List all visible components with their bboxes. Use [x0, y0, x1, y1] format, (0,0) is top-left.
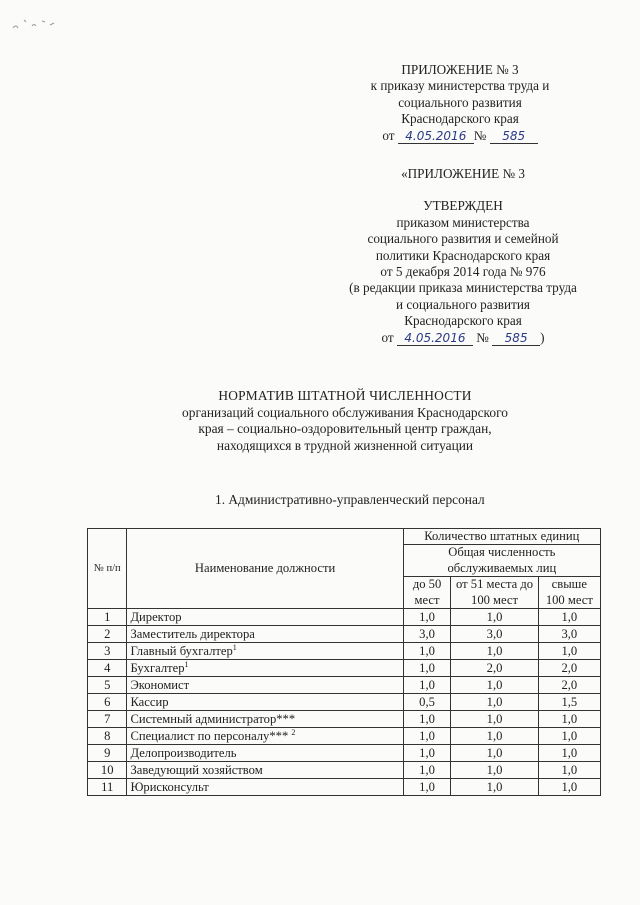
handwritten-date: 4.05.2016	[397, 332, 473, 346]
row-number: 11	[88, 779, 127, 796]
value-over-100: 1,5	[538, 694, 600, 711]
footnote-mark: 2	[291, 727, 296, 737]
appendix-title: ПРИЛОЖЕНИЕ № 3	[401, 62, 519, 77]
position-name	[127, 779, 403, 796]
table-row	[88, 745, 601, 762]
position-name	[127, 745, 403, 762]
value-over-100: 1,0	[538, 711, 600, 728]
appendix-header-block	[345, 62, 575, 144]
value-up-to-50: 1,0	[403, 677, 451, 694]
value-51-to-100: 1,0	[451, 609, 538, 626]
position-name	[127, 609, 403, 626]
value-up-to-50: 1,0	[403, 643, 451, 660]
section-title: 1. Административно-управленческий персонал	[215, 492, 485, 507]
column-header-number: № п/п	[88, 529, 127, 609]
table-row	[88, 711, 601, 728]
row-number: 3	[88, 643, 127, 660]
table-row	[88, 694, 601, 711]
position-name	[127, 762, 403, 779]
position-name-text: Директор	[130, 610, 182, 625]
position-name	[127, 728, 403, 745]
table-row	[88, 677, 601, 694]
approval-line: политики Краснодарского края	[375, 247, 551, 263]
row-number: 7	[88, 711, 127, 728]
value-51-to-100: 1,0	[451, 711, 538, 728]
position-name-text: Главный бухгалтер	[130, 644, 233, 659]
position-name	[127, 643, 403, 660]
position-name	[127, 677, 403, 694]
position-name-text: Системный администратор***	[130, 712, 296, 727]
value-51-to-100: 1,0	[451, 694, 538, 711]
value-over-100: 1,0	[538, 643, 600, 660]
document-title: НОРМАТИВ ШТАТНОЙ ЧИСЛЕННОСТИ	[218, 388, 472, 403]
row-number: 1	[88, 609, 127, 626]
value-up-to-50: 0,5	[403, 694, 451, 711]
value-over-100: 1,0	[538, 745, 600, 762]
position-name-text: Делопроизводитель	[130, 746, 237, 761]
value-over-100: 1,0	[538, 609, 600, 626]
approved-heading: УТВЕРЖДЕН	[423, 198, 503, 214]
from-label: от	[381, 329, 394, 345]
document-subtitle-line: находящихся в трудной жизненной ситуации	[216, 437, 474, 453]
value-up-to-50: 1,0	[403, 711, 451, 728]
position-name-text: Заведующий хозяйством	[130, 763, 263, 778]
approval-line: социального развития и семейной	[367, 231, 559, 247]
column-header-position: Наименование должности	[127, 529, 403, 609]
value-over-100: 2,0	[538, 677, 600, 694]
footnote-mark: 1	[184, 659, 189, 669]
table-row	[88, 626, 601, 643]
approval-line: Краснодарского края	[404, 313, 522, 329]
footnote-mark: 1	[232, 642, 237, 652]
position-name-text: Специалист по персоналу***	[130, 729, 289, 744]
approval-date-line	[381, 330, 544, 346]
number-label: №	[476, 329, 489, 345]
table-row	[88, 762, 601, 779]
handwritten-number: 585	[490, 130, 538, 144]
value-over-100: 1,0	[538, 728, 600, 745]
column-header-up-to-50: до 50 мест	[403, 577, 451, 609]
position-name-text: Экономист	[130, 678, 190, 693]
table-row	[88, 609, 601, 626]
order-line: Краснодарского края	[401, 111, 519, 127]
row-number: 5	[88, 677, 127, 694]
order-date-line	[382, 128, 537, 144]
value-51-to-100: 1,0	[451, 779, 538, 796]
value-over-100: 1,0	[538, 762, 600, 779]
value-up-to-50: 1,0	[403, 609, 451, 626]
position-name-text: Кассир	[130, 695, 169, 710]
approval-line: (в редакции приказа министерства труда	[349, 280, 577, 296]
value-over-100: 3,0	[538, 626, 600, 643]
value-up-to-50: 3,0	[403, 626, 451, 643]
scan-corner-marks	[10, 14, 60, 32]
value-up-to-50: 1,0	[403, 779, 451, 796]
row-number: 10	[88, 762, 127, 779]
row-number: 6	[88, 694, 127, 711]
table-row	[88, 728, 601, 745]
order-line: социального развития	[398, 94, 522, 110]
document-subtitle-line: организаций социального обслуживания Краснодарского	[182, 404, 508, 420]
row-number: 4	[88, 660, 127, 677]
approval-line: приказом министерства	[396, 214, 530, 230]
staffing-table	[87, 528, 601, 796]
value-51-to-100: 1,0	[451, 643, 538, 660]
approval-line: и социального развития	[396, 296, 530, 312]
from-label: от	[382, 127, 395, 143]
column-header-over-100: свыше 100 мест	[538, 577, 600, 609]
position-name	[127, 660, 403, 677]
approval-block	[318, 166, 608, 346]
position-name	[127, 626, 403, 643]
value-51-to-100: 2,0	[451, 660, 538, 677]
table-body	[88, 609, 601, 796]
document-subtitle-line: края – социально-оздоровительный центр граждан,	[198, 421, 492, 437]
row-number: 8	[88, 728, 127, 745]
column-header-staff-units: Количество штатных единиц	[403, 529, 600, 545]
value-51-to-100: 1,0	[451, 728, 538, 745]
value-51-to-100: 1,0	[451, 762, 538, 779]
position-name	[127, 694, 403, 711]
position-name	[127, 711, 403, 728]
handwritten-date: 4.05.2016	[398, 130, 474, 144]
value-over-100: 2,0	[538, 660, 600, 677]
value-up-to-50: 1,0	[403, 745, 451, 762]
value-51-to-100: 1,0	[451, 745, 538, 762]
document-title-block	[150, 388, 540, 454]
row-number: 9	[88, 745, 127, 762]
approval-line: от 5 декабря 2014 года № 976	[380, 264, 546, 280]
value-over-100: 1,0	[538, 779, 600, 796]
table-row	[88, 779, 601, 796]
position-name-text: Заместитель директора	[130, 627, 255, 642]
handwritten-number: 585	[492, 332, 540, 346]
value-up-to-50: 1,0	[403, 660, 451, 677]
order-line: к приказу министерства труда и	[370, 78, 550, 94]
table-row	[88, 660, 601, 677]
column-header-51-to-100: от 51 места до 100 мест	[451, 577, 538, 609]
row-number: 2	[88, 626, 127, 643]
value-51-to-100: 1,0	[451, 677, 538, 694]
position-name-text: Юрисконсульт	[130, 780, 209, 795]
value-51-to-100: 3,0	[451, 626, 538, 643]
value-up-to-50: 1,0	[403, 728, 451, 745]
table-row	[88, 643, 601, 660]
closing-paren: )	[540, 329, 545, 345]
approval-appendix-title: «ПРИЛОЖЕНИЕ № 3	[401, 166, 525, 181]
number-label: №	[473, 127, 487, 143]
position-name-text: Бухгалтер	[130, 661, 185, 676]
column-header-total-served: Общая численность обслуживаемых лиц	[403, 545, 600, 577]
value-up-to-50: 1,0	[403, 762, 451, 779]
